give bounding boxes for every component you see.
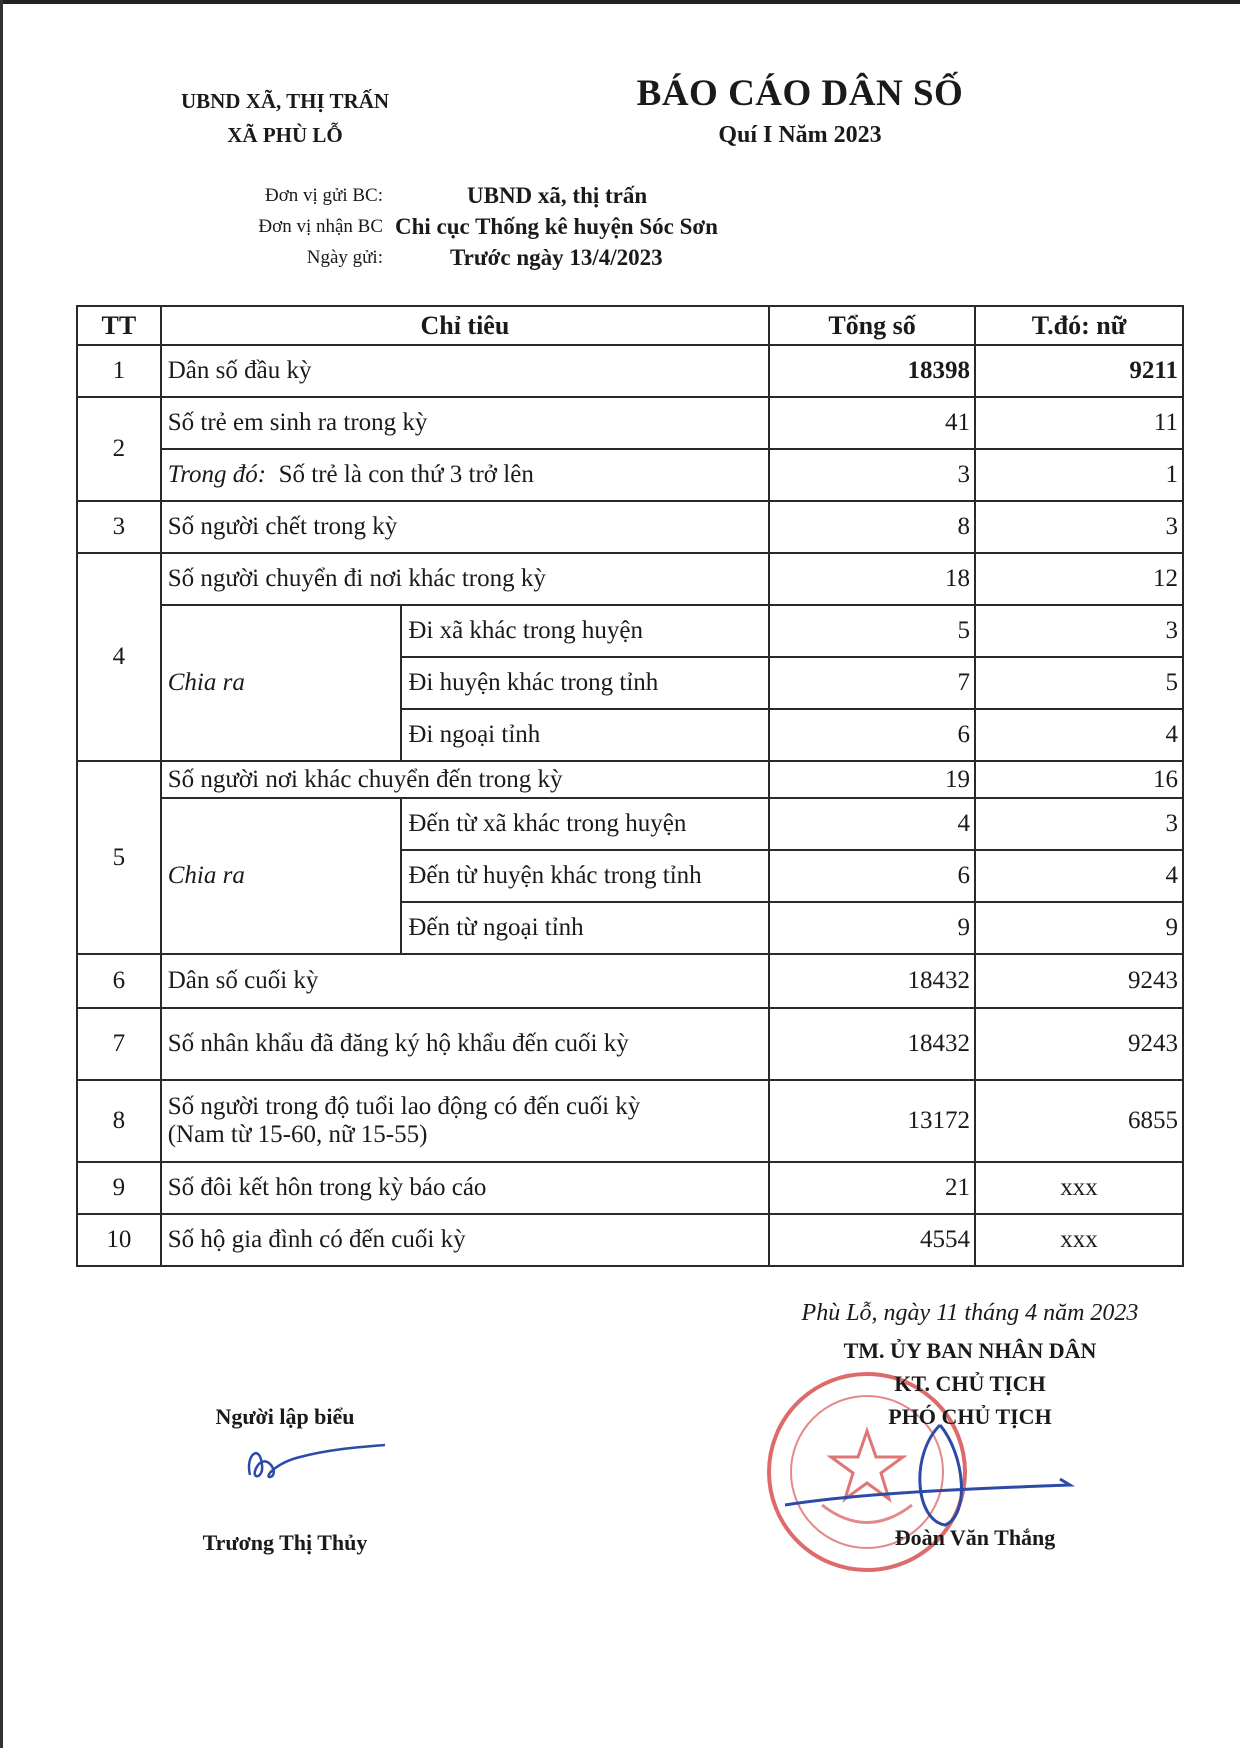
sender-label: Đơn vị gửi BC: xyxy=(265,184,383,206)
row-female: 11 xyxy=(975,397,1183,449)
subrow-female: 4 xyxy=(975,850,1183,902)
date-value: Trước ngày 13/4/2023 xyxy=(450,244,663,270)
row-female: 16 xyxy=(975,761,1183,798)
scan-border-left xyxy=(0,0,3,1748)
row-number: 10 xyxy=(77,1214,161,1266)
receiver-label: Đơn vị nhận BC xyxy=(258,215,383,237)
row-total: 18398 xyxy=(769,345,975,397)
preparer-signature xyxy=(240,1435,390,1490)
signer-name: Đoàn Văn Thắng xyxy=(894,1525,1056,1550)
subrow-female: 1 xyxy=(975,449,1183,501)
row-total: 21 xyxy=(769,1162,975,1214)
row-total: 41 xyxy=(769,397,975,449)
row-female: xxx xyxy=(975,1162,1183,1214)
org-line-2: XÃ PHÙ LỖ xyxy=(227,123,343,147)
table-row xyxy=(77,761,1183,798)
meta-sender xyxy=(200,180,840,211)
table-subrow xyxy=(77,798,1183,850)
row-label-line-1: Số người trong độ tuổi lao động có đến cuối kỳ xyxy=(167,1093,641,1120)
table-row xyxy=(77,1162,1183,1214)
row-number: 1 xyxy=(77,345,161,397)
row-label: Số trẻ em sinh ra trong kỳ xyxy=(161,397,769,449)
subrow-female: 4 xyxy=(975,709,1183,761)
table-row xyxy=(77,1214,1183,1266)
subrow-prefix: Trong đó: xyxy=(167,461,267,488)
subrow-total: 7 xyxy=(769,657,975,709)
subrow-total: 6 xyxy=(769,709,975,761)
table-subrow xyxy=(77,449,1183,501)
row-total: 19 xyxy=(769,761,975,798)
issuing-organization xyxy=(100,84,470,152)
col-header-indicator: Chỉ tiêu xyxy=(161,306,769,345)
table-row xyxy=(77,501,1183,553)
row-label: Số người chết trong kỳ xyxy=(161,501,769,553)
signing-place-date: Phù Lỗ, ngày 11 tháng 4 năm 2023 xyxy=(801,1300,1139,1326)
receiver-value: Chi cục Thống kê huyện Sóc Sơn xyxy=(395,213,718,239)
row-label: Dân số cuối kỳ xyxy=(161,954,769,1008)
row-female: 9211 xyxy=(975,345,1183,397)
subrow-total: 9 xyxy=(769,902,975,954)
table-row xyxy=(77,553,1183,605)
sender-value: UBND xã, thị trấn xyxy=(467,182,648,208)
table-row xyxy=(77,1080,1183,1162)
breakdown-label: Chia ra xyxy=(161,798,402,954)
report-period: Quí I Năm 2023 xyxy=(718,122,882,148)
subrow-label: Đến từ xã khác trong huyện xyxy=(401,798,769,850)
subrow-female: 9 xyxy=(975,902,1183,954)
row-total: 18432 xyxy=(769,954,975,1008)
signer-position-line-1: TM. ỦY BAN NHÂN DÂN xyxy=(843,1338,1097,1363)
table-row xyxy=(77,1008,1183,1080)
row-number: 2 xyxy=(77,397,161,501)
row-number: 6 xyxy=(77,954,161,1008)
row-number: 3 xyxy=(77,501,161,553)
report-title: BÁO CÁO DÂN SỐ xyxy=(636,73,964,114)
row-female: 9243 xyxy=(975,954,1183,1008)
preparer-name: Trương Thị Thủy xyxy=(202,1530,368,1555)
row-female: 6855 xyxy=(975,1080,1183,1162)
row-female: 12 xyxy=(975,553,1183,605)
subrow-text: Số trẻ là con thứ 3 trở lên xyxy=(278,461,534,488)
signer-position-line-3: PHÓ CHỦ TỊCH xyxy=(888,1404,1052,1429)
subrow-label xyxy=(161,449,769,501)
row-label: Số nhân khẩu đã đăng ký hộ khẩu đến cuối kỳ xyxy=(161,1008,769,1080)
subrow-label: Đi xã khác trong huyện xyxy=(401,605,769,657)
report-meta xyxy=(200,180,840,273)
row-label: Số người nơi khác chuyển đến trong kỳ xyxy=(161,761,769,798)
subrow-female: 3 xyxy=(975,605,1183,657)
scan-border-top xyxy=(0,0,1240,4)
signer-position-line-2: KT. CHỦ TỊCH xyxy=(894,1371,1046,1396)
table-row xyxy=(77,397,1183,449)
table-row xyxy=(77,954,1183,1008)
row-number: 8 xyxy=(77,1080,161,1162)
table-header-row xyxy=(77,306,1183,345)
row-label xyxy=(161,1080,769,1162)
subrow-female: 3 xyxy=(975,798,1183,850)
col-header-female: T.đó: nữ xyxy=(975,306,1183,345)
preparer-title: Người lập biểu xyxy=(215,1404,355,1429)
population-report-table xyxy=(76,305,1184,1267)
subrow-total: 5 xyxy=(769,605,975,657)
subrow-total: 4 xyxy=(769,798,975,850)
row-label: Dân số đầu kỳ xyxy=(161,345,769,397)
row-label: Số hộ gia đình có đến cuối kỳ xyxy=(161,1214,769,1266)
row-number: 4 xyxy=(77,553,161,761)
breakdown-label: Chia ra xyxy=(161,605,402,761)
row-label: Số đôi kết hôn trong kỳ báo cáo xyxy=(161,1162,769,1214)
subrow-label: Đến từ huyện khác trong tỉnh xyxy=(401,850,769,902)
row-total: 18432 xyxy=(769,1008,975,1080)
col-header-tt: TT xyxy=(77,306,161,345)
row-number: 5 xyxy=(77,761,161,954)
row-total: 4554 xyxy=(769,1214,975,1266)
row-female: 9243 xyxy=(975,1008,1183,1080)
row-total: 18 xyxy=(769,553,975,605)
subrow-female: 5 xyxy=(975,657,1183,709)
row-label-line-2: (Nam từ 15-60, nữ 15-55) xyxy=(167,1121,428,1148)
meta-date xyxy=(200,242,840,273)
subrow-label: Đi huyện khác trong tỉnh xyxy=(401,657,769,709)
subrow-label: Đi ngoại tỉnh xyxy=(401,709,769,761)
org-line-1: UBND XÃ, THỊ TRẤN xyxy=(180,89,390,113)
row-total: 13172 xyxy=(769,1080,975,1162)
table-row xyxy=(77,345,1183,397)
row-number: 9 xyxy=(77,1162,161,1214)
report-heading xyxy=(560,70,1040,152)
col-header-total: Tổng số xyxy=(769,306,975,345)
row-label: Số người chuyển đi nơi khác trong kỳ xyxy=(161,553,769,605)
row-total: 8 xyxy=(769,501,975,553)
subrow-total: 6 xyxy=(769,850,975,902)
row-female: xxx xyxy=(975,1214,1183,1266)
subrow-label: Đến từ ngoại tỉnh xyxy=(401,902,769,954)
meta-receiver xyxy=(200,211,840,242)
subrow-total: 3 xyxy=(769,449,975,501)
date-label: Ngày gửi: xyxy=(306,246,383,268)
table-subrow xyxy=(77,605,1183,657)
row-female: 3 xyxy=(975,501,1183,553)
row-number: 7 xyxy=(77,1008,161,1080)
